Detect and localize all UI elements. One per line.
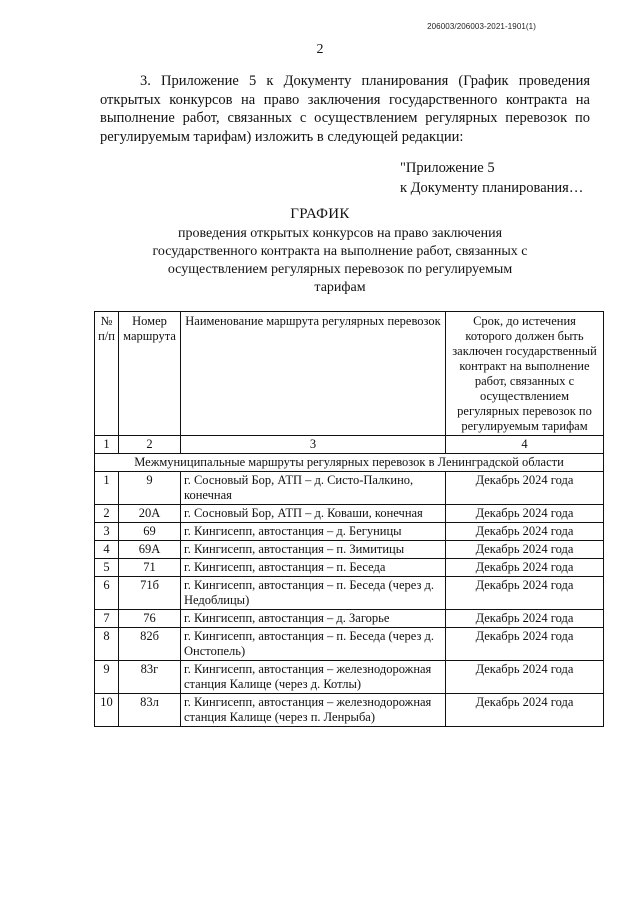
table-row <box>95 694 604 727</box>
row-number: 3 <box>95 523 119 541</box>
route-name: г. Кингисепп, автостанция – п. Зимитицы <box>181 541 446 559</box>
table-row <box>95 505 604 523</box>
contract-deadline: Декабрь 2024 года <box>446 505 604 523</box>
table-header-row <box>95 312 604 436</box>
route-number: 71б <box>119 577 181 610</box>
col-number: 3 <box>181 436 446 454</box>
section-title: Межмуниципальные маршруты регулярных перевозок в Ленинградской области <box>95 454 604 472</box>
header-route: Номер маршрута <box>119 312 181 436</box>
row-number: 7 <box>95 610 119 628</box>
contract-deadline: Декабрь 2024 года <box>446 577 604 610</box>
col-number: 1 <box>95 436 119 454</box>
route-number: 69 <box>119 523 181 541</box>
row-number: 1 <box>95 472 119 505</box>
row-number: 8 <box>95 628 119 661</box>
row-number: 5 <box>95 559 119 577</box>
schedule-table <box>94 311 604 727</box>
contract-deadline: Декабрь 2024 года <box>446 472 604 505</box>
row-number: 10 <box>95 694 119 727</box>
route-name: г. Кингисепп, автостанция – п. Беседа <box>181 559 446 577</box>
paragraph-text: 3. Приложение 5 к Документу планирования (График проведения открытых конкурсов на право заключения государственного контракта на выполнение работ, связанных с осуществлением регулярных перевозок по регулируемым тарифам) изложить в следующей редакции: <box>100 73 590 145</box>
route-number: 71 <box>119 559 181 577</box>
schedule-subtitle: проведения открытых конкурсов на право заключения государственного контракта на выполнение работ, связанных с осуществлением регулярных перевозок по регулируемым тарифам <box>152 226 528 295</box>
route-name: г. Кингисепп, автостанция – железнодорожная станция Калище (через д. Котлы) <box>181 661 446 694</box>
row-number: 4 <box>95 541 119 559</box>
page-number: 2 <box>316 42 324 57</box>
row-number: 6 <box>95 577 119 610</box>
column-number-row <box>95 436 604 454</box>
col-number: 2 <box>119 436 181 454</box>
route-number: 83г <box>119 661 181 694</box>
route-name: г. Кингисепп, автостанция – д. Загорье <box>181 610 446 628</box>
route-number: 9 <box>119 472 181 505</box>
header-num: № п/п <box>95 312 119 436</box>
contract-deadline: Декабрь 2024 года <box>446 694 604 727</box>
table-row <box>95 577 604 610</box>
route-number: 20А <box>119 505 181 523</box>
route-name: г. Кингисепп, автостанция – д. Бегуницы <box>181 523 446 541</box>
row-number: 2 <box>95 505 119 523</box>
col-number: 4 <box>446 436 604 454</box>
route-number: 83л <box>119 694 181 727</box>
table-row <box>95 661 604 694</box>
schedule-title: ГРАФИК <box>290 206 350 222</box>
contract-deadline: Декабрь 2024 года <box>446 523 604 541</box>
table-row <box>95 541 604 559</box>
contract-deadline: Декабрь 2024 года <box>446 628 604 661</box>
route-number: 69А <box>119 541 181 559</box>
contract-deadline: Декабрь 2024 года <box>446 610 604 628</box>
section-row <box>95 454 604 472</box>
contract-deadline: Декабрь 2024 года <box>446 541 604 559</box>
appendix-line-2: к Документу планирования… <box>400 180 584 196</box>
route-name: г. Сосновый Бор, АТП – д. Систо-Палкино, конечная <box>181 472 446 505</box>
contract-deadline: Декабрь 2024 года <box>446 559 604 577</box>
route-name: г. Сосновый Бор, АТП – д. Коваши, конечная <box>181 505 446 523</box>
row-number: 9 <box>95 661 119 694</box>
route-name: г. Кингисепп, автостанция – железнодорожная станция Калище (через п. Ленрыба) <box>181 694 446 727</box>
table-row <box>95 628 604 661</box>
table-row <box>95 610 604 628</box>
amendment-paragraph <box>100 72 590 146</box>
route-name: г. Кингисепп, автостанция – п. Беседа (через д. Онстопель) <box>181 628 446 661</box>
appendix-reference <box>400 158 583 198</box>
route-number: 76 <box>119 610 181 628</box>
route-name: г. Кингисепп, автостанция – п. Беседа (через д. Недоблицы) <box>181 577 446 610</box>
table-row <box>95 559 604 577</box>
contract-deadline: Декабрь 2024 года <box>446 661 604 694</box>
header-name: Наименование маршрута регулярных перевозок <box>181 312 446 436</box>
route-number: 82б <box>119 628 181 661</box>
table-row <box>95 472 604 505</box>
appendix-line-1: "Приложение 5 <box>400 160 495 176</box>
header-deadline: Срок, до истечения которого должен быть заключен государственный контракт на выполнение работ, связанных с осуществлением регулярных перевозок по регулируемым тарифам <box>446 312 604 436</box>
document-id: 206003/206003-2021-1901(1) <box>427 22 536 31</box>
table-row <box>95 523 604 541</box>
